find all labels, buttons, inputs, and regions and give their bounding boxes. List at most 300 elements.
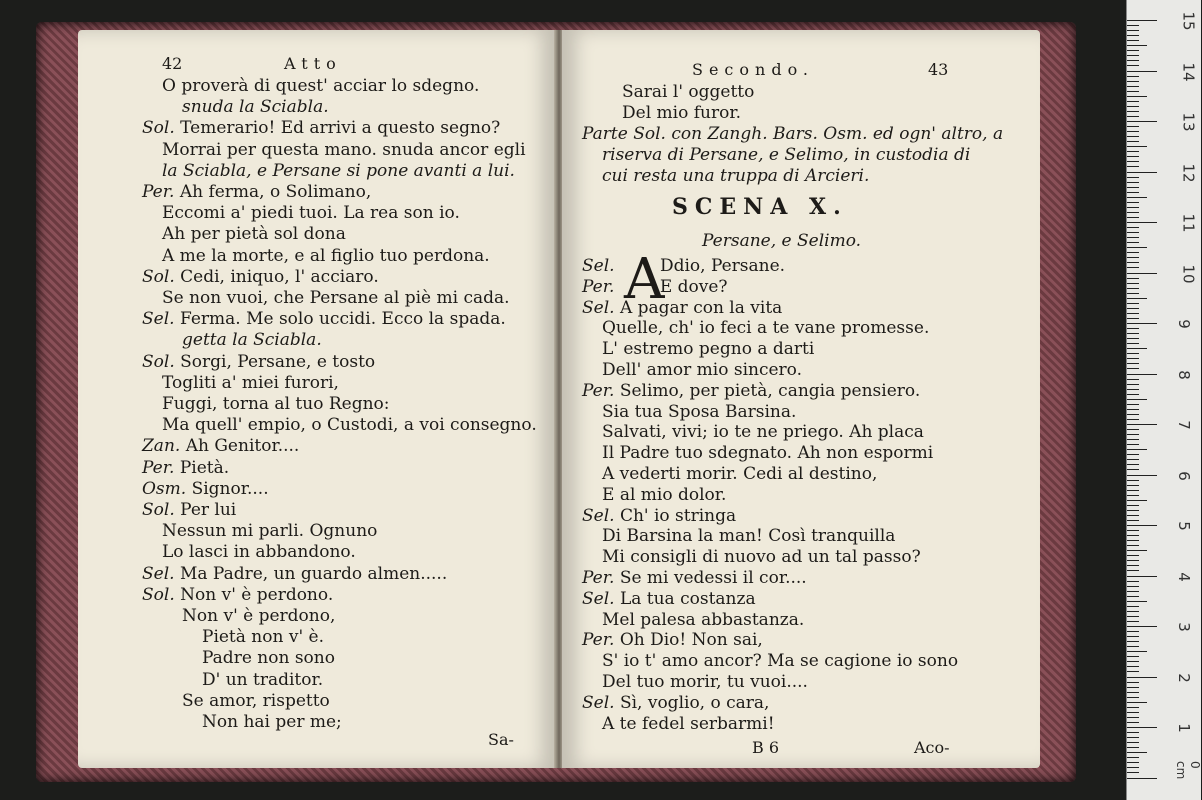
ruler-tick <box>1127 338 1139 339</box>
ruler-number: 8 <box>1174 369 1193 380</box>
ruler-tick <box>1127 767 1139 768</box>
ruler-tick <box>1127 621 1139 622</box>
verse-text: Mel palesa abbastanza. <box>602 609 805 630</box>
ruler-tick <box>1127 161 1139 162</box>
verse-text: Sarai l' oggetto <box>622 82 755 102</box>
ruler-tick <box>1127 530 1139 531</box>
speaker-label: Per. <box>582 276 620 297</box>
ruler-tick <box>1127 475 1157 476</box>
ruler-tick <box>1127 520 1139 521</box>
speaker-label: Sel. <box>582 256 620 276</box>
ruler-tick <box>1127 555 1139 556</box>
ruler-tick <box>1127 172 1157 173</box>
ruler-tick <box>1127 242 1139 243</box>
text-line <box>142 246 490 266</box>
ruler-unit: 0 cm <box>1174 761 1202 780</box>
ruler-tick <box>1127 606 1139 607</box>
ruler-tick <box>1127 35 1139 36</box>
text-line <box>142 182 371 202</box>
text-line <box>582 610 804 630</box>
ruler-tick <box>1127 444 1139 445</box>
text-line <box>142 76 479 96</box>
ruler-tick <box>1127 434 1139 435</box>
speaker-label: Per. <box>582 630 620 651</box>
verse-text: Togliti a' miei furori, <box>162 372 339 393</box>
ruler-tick <box>1127 71 1157 72</box>
ruler-tick <box>1127 687 1139 688</box>
ruler-tick <box>1127 65 1139 66</box>
ruler-tick <box>1127 293 1139 294</box>
ruler-tick <box>1127 570 1139 571</box>
stage-direction: cui resta una truppa di Arcieri. <box>602 166 870 186</box>
verse-text: Non v' è perdono, <box>182 606 336 626</box>
text-line <box>142 373 339 393</box>
ruler-tick <box>1127 318 1139 319</box>
text-line <box>142 118 500 138</box>
text-line <box>142 648 335 668</box>
ruler-tick <box>1127 454 1139 455</box>
ruler-tick <box>1127 313 1139 314</box>
verse-text: Per lui <box>180 500 237 520</box>
text-line <box>142 203 460 223</box>
text-line <box>582 145 970 165</box>
ruler-tick <box>1127 737 1139 738</box>
verse-text: E al mio dolor. <box>602 484 727 505</box>
verse-text: A pagar con la vita <box>619 297 783 318</box>
ruler-tick <box>1127 328 1139 329</box>
ruler-tick <box>1127 601 1147 602</box>
speaker-label: Sel. <box>582 505 620 526</box>
verse-text: Non hai per me; <box>202 712 342 732</box>
ruler-number: 5 <box>1174 521 1193 531</box>
ruler-number: 15 <box>1179 11 1198 31</box>
verse-text: Dell' amor mio sincero. <box>602 360 803 380</box>
speaker-label: Zan. <box>142 436 186 457</box>
text-line <box>142 627 324 647</box>
ruler-tick <box>1127 288 1139 289</box>
text-line <box>582 568 807 588</box>
ruler-tick <box>1127 126 1139 127</box>
ruler-tick <box>1127 626 1157 627</box>
ruler-tick <box>1127 399 1147 400</box>
ruler-tick <box>1127 247 1147 248</box>
ruler-tick <box>1127 682 1139 683</box>
ruler-tick <box>1127 414 1139 415</box>
ruler-tick <box>1127 641 1139 642</box>
verse-text: A te fedel serbarmi! <box>602 713 775 734</box>
ruler-tick <box>1127 389 1139 390</box>
text-line <box>142 712 342 732</box>
text-line <box>142 394 389 414</box>
stage-direction: getta la Sciabla. <box>182 330 322 351</box>
ruler-tick <box>1127 283 1139 284</box>
verse-text: E dove? <box>659 276 728 297</box>
text-line <box>142 500 236 520</box>
text-line <box>582 630 763 650</box>
ruler-tick <box>1127 101 1139 102</box>
text-line <box>142 309 506 329</box>
ruler-tick <box>1127 177 1139 178</box>
ruler-number: 4 <box>1174 571 1193 582</box>
ruler-tick <box>1127 374 1157 375</box>
text-line <box>582 166 869 186</box>
ruler-tick <box>1127 717 1139 718</box>
verse-text: Sorgi, Persane, e tosto <box>180 351 376 372</box>
text-line <box>142 436 299 456</box>
text-line <box>582 589 756 609</box>
ruler-tick <box>1127 586 1139 587</box>
ruler-number: 9 <box>1174 319 1193 329</box>
ruler-tick <box>1127 692 1139 693</box>
ruler-tick <box>1127 439 1139 440</box>
verse-text: Padre non sono <box>202 648 335 669</box>
ruler-tick <box>1127 358 1139 359</box>
drop-cap: A <box>624 247 665 312</box>
ruler-tick <box>1127 636 1139 637</box>
ruler-number: 11 <box>1179 213 1198 233</box>
speaker-label: Sel. <box>582 297 620 318</box>
verse-text: Sia tua Sposa Barsina. <box>602 401 797 422</box>
ruler-tick <box>1127 459 1139 460</box>
scene-characters: Persane, e Selimo. <box>702 231 862 251</box>
verse-text: Sì, voglio, o cara, <box>619 692 770 713</box>
text-line <box>142 415 537 435</box>
text-line <box>582 124 1003 144</box>
ruler-tick <box>1127 182 1139 183</box>
ruler-tick <box>1127 525 1157 526</box>
ruler-tick <box>1127 55 1139 56</box>
ruler-tick <box>1127 131 1139 132</box>
ruler-tick <box>1127 333 1139 334</box>
ruler-tick <box>1127 348 1147 349</box>
ruler-tick <box>1127 671 1139 672</box>
ruler-tick <box>1127 429 1139 430</box>
verse-text: Di Barsina la man! Così tranquilla <box>602 526 896 547</box>
ruler-tick <box>1127 257 1139 258</box>
verse-text: Oh Dio! Non sai, <box>619 630 763 651</box>
text-line <box>582 443 933 463</box>
text-line <box>582 672 808 692</box>
verse-text: Ma quell' empio, o Custodi, a voi consegno. <box>162 415 537 436</box>
text-line <box>582 714 775 734</box>
verse-text: Ah Genitor.... <box>185 436 300 457</box>
ruler-tick <box>1127 490 1139 491</box>
text-line <box>142 288 510 308</box>
ruler-tick <box>1127 424 1157 425</box>
verse-text: Il Padre tuo sdegnato. Ah non espormi <box>602 443 934 464</box>
speaker-label: Per. <box>582 568 620 588</box>
verse-text: Cedi, iniquo, l' acciaro. <box>180 266 379 287</box>
ruler-tick <box>1127 712 1139 713</box>
ruler-tick <box>1127 96 1147 97</box>
ruler-tick <box>1127 151 1139 152</box>
ruler-tick <box>1127 697 1139 698</box>
verse-text: Temerario! Ed arrivi a questo segno? <box>180 118 501 139</box>
ruler-tick <box>1127 232 1139 233</box>
ruler-tick <box>1127 752 1147 753</box>
speaker-label: Sol. <box>142 351 181 372</box>
text-line <box>582 485 726 505</box>
text-line <box>142 479 269 499</box>
verse-text: Non v' è perdono. <box>180 584 334 605</box>
text-line <box>142 224 346 244</box>
text-line <box>142 542 356 562</box>
measurement-ruler <box>1126 0 1201 800</box>
ruler-tick <box>1127 540 1139 541</box>
ruler-tick <box>1127 565 1139 566</box>
ruler-tick <box>1127 278 1139 279</box>
ruler-tick <box>1127 76 1139 77</box>
ruler-tick <box>1127 116 1139 117</box>
text-line <box>582 277 728 297</box>
ruler-tick <box>1127 207 1139 208</box>
verse-text: O proverà di quest' acciar lo sdegno. <box>162 76 480 96</box>
verse-text: L' estremo pegno a darti <box>602 339 815 360</box>
left-page-number: 42 <box>162 54 183 73</box>
verse-text: Quelle, ch' io feci a te vane promesse. <box>602 318 930 339</box>
verse-text: Se non vuoi, che Persane al piè mi cada. <box>162 288 510 308</box>
ruler-tick <box>1127 469 1139 470</box>
stage-direction: riserva di Persane, e Selimo, in custodia di <box>602 145 971 165</box>
ruler-tick <box>1127 616 1139 617</box>
ruler-tick <box>1127 656 1139 657</box>
text-line <box>142 606 335 626</box>
verse-text: Ferma. Me solo uccidi. Ecco la spada. <box>179 309 506 330</box>
ruler-tick <box>1127 156 1139 157</box>
speaker-label: Per. <box>582 380 620 401</box>
ruler-tick <box>1127 227 1139 228</box>
ruler-tick <box>1127 747 1139 748</box>
ruler-tick <box>1127 30 1139 31</box>
ruler-tick <box>1127 91 1139 92</box>
right-running-header: Secondo. <box>692 60 815 79</box>
speaker-label: Sel. <box>582 692 620 713</box>
ruler-tick <box>1127 666 1139 667</box>
verse-text: Signor.... <box>191 478 269 499</box>
ruler-tick <box>1127 409 1139 410</box>
text-line <box>142 330 322 350</box>
ruler-tick <box>1127 237 1139 238</box>
ruler-tick <box>1127 732 1139 733</box>
verse-text: A me la morte, e al figlio tuo perdona. <box>162 245 490 266</box>
left-running-header: Atto <box>284 54 342 73</box>
ruler-number: 1 <box>1174 723 1193 733</box>
ruler-tick <box>1127 651 1147 652</box>
ruler-tick <box>1127 464 1139 465</box>
text-line <box>582 464 877 484</box>
speaker-label: Sel. <box>142 563 180 584</box>
verse-text: Ma Padre, un guardo almen..... <box>179 563 448 584</box>
text-line <box>582 298 782 318</box>
text-line <box>582 651 958 671</box>
verse-text: Selimo, per pietà, cangia pensiero. <box>619 380 921 401</box>
ruler-tick <box>1127 722 1139 723</box>
ruler-tick <box>1127 368 1139 369</box>
speaker-label: Per. <box>142 182 180 202</box>
text-line <box>582 526 895 546</box>
verse-text: Morrai per questa mano. snuda ancor egli <box>162 139 526 160</box>
ruler-number: 3 <box>1174 622 1193 632</box>
ruler-tick <box>1127 742 1139 743</box>
ruler-tick <box>1127 86 1139 87</box>
ruler-number: 12 <box>1179 162 1198 183</box>
ruler-tick <box>1127 298 1147 299</box>
verse-text: Se mi vedessi il cor.... <box>619 568 807 588</box>
ruler-tick <box>1127 646 1139 647</box>
text-line <box>142 352 375 372</box>
text-line <box>142 585 333 605</box>
ruler-tick <box>1127 727 1157 728</box>
ruler-tick <box>1127 379 1139 380</box>
verse-text: Mi consigli di nuovo ad un tal passo? <box>602 547 921 568</box>
speaker-label: Sel. <box>582 588 620 609</box>
ruler-tick <box>1127 449 1147 450</box>
ruler-tick <box>1127 611 1139 612</box>
speaker-label: Per. <box>142 457 180 478</box>
verse-text: Eccomi a' piedi tuoi. La rea son io. <box>162 203 460 224</box>
verse-text: Ah per pietà sol dona <box>162 224 346 245</box>
ruler-tick <box>1127 505 1139 506</box>
verse-text: Nessun mi parli. Ognuno <box>162 521 378 542</box>
stage-direction: snuda la Sciabla. <box>182 97 329 118</box>
text-line <box>582 506 736 526</box>
left-catchword: Sa- <box>488 730 514 749</box>
text-line <box>582 103 741 123</box>
ruler-tick <box>1127 485 1139 486</box>
ruler-tick <box>1127 146 1147 147</box>
ruler-tick <box>1127 581 1139 582</box>
ruler-tick <box>1127 40 1139 41</box>
ruler-tick <box>1127 187 1139 188</box>
text-line <box>582 547 921 567</box>
ruler-tick <box>1127 308 1139 309</box>
speaker-label: Sol. <box>142 500 181 520</box>
speaker-label: Sol. <box>142 266 181 287</box>
verse-text: Ch' io stringa <box>619 505 737 526</box>
verse-text: D' un traditor. <box>202 669 324 690</box>
verse-text: Pietà. <box>179 457 230 478</box>
ruler-tick <box>1127 217 1139 218</box>
verse-text: Pietà non v' è. <box>202 627 324 648</box>
ruler-tick <box>1127 81 1139 82</box>
verse-text: La tua costanza <box>619 588 756 609</box>
ruler-tick <box>1127 515 1139 516</box>
text-line <box>142 140 526 160</box>
text-line <box>582 360 802 380</box>
verse-text: Ddio, Persane. <box>659 256 786 276</box>
ruler-tick <box>1127 762 1139 763</box>
ruler-tick <box>1127 576 1157 577</box>
right-page <box>562 30 1040 768</box>
right-catchword: Aco- <box>914 738 950 757</box>
ruler-number: 2 <box>1174 672 1193 683</box>
ruler-tick <box>1127 596 1139 597</box>
text-line <box>142 670 323 690</box>
text-line <box>582 422 924 442</box>
ruler-tick <box>1127 394 1139 395</box>
ruler-tick <box>1127 661 1139 662</box>
ruler-tick <box>1127 480 1139 481</box>
ruler-tick <box>1127 500 1147 501</box>
ruler-tick <box>1127 50 1139 51</box>
text-line <box>582 82 754 102</box>
ruler-tick <box>1127 136 1139 137</box>
ruler-tick <box>1127 545 1139 546</box>
speaker-label: Sol. <box>142 118 181 139</box>
text-line <box>142 267 379 287</box>
ruler-tick <box>1127 121 1157 122</box>
verse-text: Lo lasci in abbandono. <box>162 542 356 563</box>
ruler-tick <box>1127 510 1139 511</box>
ruler-tick <box>1127 757 1139 758</box>
verse-text: Del mio furor. <box>622 103 741 123</box>
ruler-number: 13 <box>1179 112 1198 132</box>
scene-title: SCENA X. <box>672 194 848 220</box>
speaker-label: Sol. <box>142 584 181 605</box>
ruler-tick <box>1127 197 1147 198</box>
text-line <box>142 458 229 478</box>
ruler-tick <box>1127 702 1147 703</box>
ruler-tick <box>1127 252 1139 253</box>
ruler-tick <box>1127 303 1139 304</box>
text-line <box>582 693 769 713</box>
text-line <box>142 161 515 181</box>
ruler-tick <box>1127 20 1157 21</box>
signature-mark: B 6 <box>752 738 780 757</box>
ruler-tick <box>1127 166 1139 167</box>
ruler-tick <box>1127 591 1139 592</box>
ruler-tick <box>1127 212 1139 213</box>
ruler-tick <box>1127 707 1139 708</box>
ruler-tick <box>1127 404 1139 405</box>
right-page-number: 43 <box>928 60 949 79</box>
speaker-label: Osm. <box>142 478 192 499</box>
ruler-tick <box>1127 550 1147 551</box>
ruler-tick <box>1127 141 1139 142</box>
ruler-tick <box>1127 111 1139 112</box>
ruler-tick <box>1127 495 1139 496</box>
text-line <box>142 97 329 117</box>
ruler-tick <box>1127 353 1139 354</box>
verse-text: A vederti morir. Cedi al destino, <box>602 464 878 484</box>
text-line <box>142 564 447 584</box>
ruler-tick <box>1127 267 1139 268</box>
ruler-tick <box>1127 560 1139 561</box>
left-page <box>78 30 556 768</box>
ruler-number: 7 <box>1174 420 1193 430</box>
ruler-tick <box>1127 262 1139 263</box>
text-line <box>582 381 920 401</box>
ruler-tick <box>1127 677 1157 678</box>
text-line <box>582 256 785 276</box>
text-line <box>582 402 796 422</box>
verse-text: Se amor, rispetto <box>182 690 330 711</box>
stage-direction: la Sciabla, e Persane si pone avanti a lui. <box>162 160 515 181</box>
verse-text: Fuggi, torna al tuo Regno: <box>162 394 390 414</box>
ruler-tick <box>1127 772 1139 773</box>
text-line <box>142 691 330 711</box>
ruler-tick <box>1127 202 1139 203</box>
ruler-number: 14 <box>1179 61 1198 82</box>
ruler-tick <box>1127 778 1157 779</box>
ruler-tick <box>1127 323 1157 324</box>
verse-text: Del tuo morir, tu vuoi.... <box>602 672 808 692</box>
ruler-tick <box>1127 273 1157 274</box>
ruler-tick <box>1127 419 1139 420</box>
ruler-tick <box>1127 631 1139 632</box>
ruler-tick <box>1127 45 1147 46</box>
ruler-number: 10 <box>1179 263 1198 284</box>
